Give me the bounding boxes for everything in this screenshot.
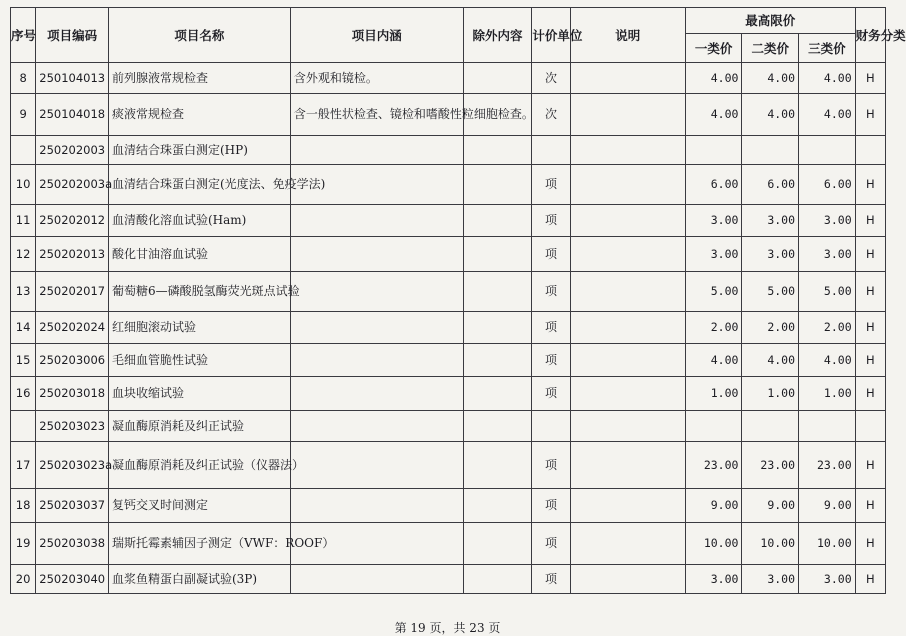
cell-price2: 23.00 bbox=[742, 442, 799, 489]
cell-excluded bbox=[463, 272, 532, 312]
cell-unit: 次 bbox=[532, 94, 570, 136]
header-price2: 二类价 bbox=[742, 34, 799, 63]
cell-price2: 4.00 bbox=[742, 63, 799, 94]
cell-price3: 1.00 bbox=[799, 377, 856, 411]
cell-content bbox=[290, 272, 463, 312]
cell-category: H bbox=[855, 489, 885, 523]
table-row bbox=[11, 411, 886, 442]
table-row bbox=[11, 523, 886, 565]
cell-category: H bbox=[855, 377, 885, 411]
cell-code: 250203040 bbox=[36, 565, 109, 594]
cell-price3: 10.00 bbox=[799, 523, 856, 565]
cell-unit: 项 bbox=[532, 489, 570, 523]
cell-price1: 1.00 bbox=[685, 377, 742, 411]
cell-price1: 9.00 bbox=[685, 489, 742, 523]
cell-unit: 项 bbox=[532, 165, 570, 205]
cell-price2 bbox=[742, 136, 799, 165]
header-name: 项目名称 bbox=[108, 8, 290, 63]
cell-name: 凝血酶原消耗及纠正试验（仪器法） bbox=[108, 442, 290, 489]
cell-unit: 项 bbox=[532, 344, 570, 377]
table-row bbox=[11, 442, 886, 489]
cell-category: H bbox=[855, 63, 885, 94]
cell-price2 bbox=[742, 411, 799, 442]
cell-content bbox=[290, 205, 463, 237]
header-excluded: 除外内容 bbox=[463, 8, 532, 63]
cell-note bbox=[570, 237, 685, 272]
cell-unit: 项 bbox=[532, 565, 570, 594]
cell-seq: 18 bbox=[11, 489, 36, 523]
table-row bbox=[11, 377, 886, 411]
cell-code: 250104018 bbox=[36, 94, 109, 136]
cell-category: H bbox=[855, 237, 885, 272]
cell-note bbox=[570, 63, 685, 94]
cell-content bbox=[290, 344, 463, 377]
cell-category: H bbox=[855, 272, 885, 312]
cell-unit bbox=[532, 411, 570, 442]
cell-price1: 5.00 bbox=[685, 272, 742, 312]
cell-code: 250104013 bbox=[36, 63, 109, 94]
cell-code: 250203023a bbox=[36, 442, 109, 489]
cell-name: 毛细血管脆性试验 bbox=[108, 344, 290, 377]
table-row bbox=[11, 489, 886, 523]
cell-note bbox=[570, 272, 685, 312]
cell-content bbox=[290, 237, 463, 272]
cell-price2: 1.00 bbox=[742, 377, 799, 411]
cell-name: 复钙交叉时间测定 bbox=[108, 489, 290, 523]
cell-category: H bbox=[855, 165, 885, 205]
cell-note bbox=[570, 377, 685, 411]
cell-seq: 10 bbox=[11, 165, 36, 205]
cell-price2: 3.00 bbox=[742, 205, 799, 237]
cell-price1: 10.00 bbox=[685, 523, 742, 565]
cell-content bbox=[290, 442, 463, 489]
cell-seq: 8 bbox=[11, 63, 36, 94]
cell-code: 250203006 bbox=[36, 344, 109, 377]
cell-price3: 3.00 bbox=[799, 565, 856, 594]
cell-content bbox=[290, 312, 463, 344]
cell-seq: 12 bbox=[11, 237, 36, 272]
cell-price2: 4.00 bbox=[742, 344, 799, 377]
cell-excluded bbox=[463, 377, 532, 411]
cell-price1: 6.00 bbox=[685, 165, 742, 205]
table-row bbox=[11, 205, 886, 237]
cell-name: 血清酸化溶血试验(Ham) bbox=[108, 205, 290, 237]
cell-price2: 9.00 bbox=[742, 489, 799, 523]
cell-price2: 5.00 bbox=[742, 272, 799, 312]
cell-name: 血清结合珠蛋白测定(光度法、免疫学法) bbox=[108, 165, 290, 205]
cell-name: 凝血酶原消耗及纠正试验 bbox=[108, 411, 290, 442]
table-row bbox=[11, 565, 886, 594]
cell-price1: 4.00 bbox=[685, 63, 742, 94]
cell-code: 250203037 bbox=[36, 489, 109, 523]
cell-price2: 4.00 bbox=[742, 94, 799, 136]
cell-note bbox=[570, 136, 685, 165]
cell-excluded bbox=[463, 489, 532, 523]
cell-code: 250203038 bbox=[36, 523, 109, 565]
cell-unit: 项 bbox=[532, 523, 570, 565]
cell-code: 250202012 bbox=[36, 205, 109, 237]
cell-price3: 2.00 bbox=[799, 312, 856, 344]
table-row bbox=[11, 237, 886, 272]
header-seq: 序号 bbox=[11, 8, 36, 63]
cell-unit: 项 bbox=[532, 205, 570, 237]
cell-unit: 项 bbox=[532, 237, 570, 272]
cell-category: H bbox=[855, 94, 885, 136]
cell-price1 bbox=[685, 411, 742, 442]
cell-name: 红细胞滚动试验 bbox=[108, 312, 290, 344]
cell-category: H bbox=[855, 523, 885, 565]
cell-note bbox=[570, 565, 685, 594]
cell-code: 250202003a bbox=[36, 165, 109, 205]
cell-price2: 10.00 bbox=[742, 523, 799, 565]
cell-category bbox=[855, 136, 885, 165]
cell-excluded bbox=[463, 411, 532, 442]
cell-code: 250202003 bbox=[36, 136, 109, 165]
cell-price3: 23.00 bbox=[799, 442, 856, 489]
table-row bbox=[11, 94, 886, 136]
cell-price3 bbox=[799, 411, 856, 442]
cell-price3: 6.00 bbox=[799, 165, 856, 205]
header-category: 财务分类 bbox=[855, 8, 885, 63]
cell-excluded bbox=[463, 344, 532, 377]
cell-price3: 4.00 bbox=[799, 94, 856, 136]
cell-seq: 19 bbox=[11, 523, 36, 565]
cell-seq: 9 bbox=[11, 94, 36, 136]
cell-price2: 2.00 bbox=[742, 312, 799, 344]
cell-content bbox=[290, 377, 463, 411]
cell-price3: 9.00 bbox=[799, 489, 856, 523]
header-note: 说明 bbox=[570, 8, 685, 63]
cell-code: 250203023 bbox=[36, 411, 109, 442]
cell-code: 250203018 bbox=[36, 377, 109, 411]
table-body bbox=[11, 63, 886, 594]
cell-price1: 3.00 bbox=[685, 205, 742, 237]
cell-price1: 2.00 bbox=[685, 312, 742, 344]
cell-code: 250202024 bbox=[36, 312, 109, 344]
header-price3: 三类价 bbox=[799, 34, 856, 63]
table-row bbox=[11, 63, 886, 94]
cell-name: 葡萄糖6—磷酸脱氢酶荧光斑点试验 bbox=[108, 272, 290, 312]
cell-price1 bbox=[685, 136, 742, 165]
cell-note bbox=[570, 344, 685, 377]
cell-unit: 次 bbox=[532, 63, 570, 94]
header-price1: 一类价 bbox=[685, 34, 742, 63]
cell-seq: 16 bbox=[11, 377, 36, 411]
cell-price3: 3.00 bbox=[799, 205, 856, 237]
cell-name: 血清结合珠蛋白测定(HP) bbox=[108, 136, 290, 165]
cell-content: 含一般性状检查、镜检和嗜酸性粒细胞检查。 bbox=[290, 94, 463, 136]
cell-seq: 14 bbox=[11, 312, 36, 344]
header-content: 项目内涵 bbox=[290, 8, 463, 63]
cell-content: 含外观和镜检。 bbox=[290, 63, 463, 94]
cell-name: 前列腺液常规检查 bbox=[108, 63, 290, 94]
cell-price1: 4.00 bbox=[685, 344, 742, 377]
cell-excluded bbox=[463, 165, 532, 205]
cell-content bbox=[290, 489, 463, 523]
cell-note bbox=[570, 523, 685, 565]
table-row bbox=[11, 312, 886, 344]
cell-excluded bbox=[463, 442, 532, 489]
cell-category: H bbox=[855, 565, 885, 594]
cell-price3: 4.00 bbox=[799, 344, 856, 377]
cell-content bbox=[290, 136, 463, 165]
cell-seq: 11 bbox=[11, 205, 36, 237]
cell-seq bbox=[11, 411, 36, 442]
table-row bbox=[11, 272, 886, 312]
cell-category bbox=[855, 411, 885, 442]
cell-content bbox=[290, 411, 463, 442]
cell-seq: 15 bbox=[11, 344, 36, 377]
cell-price1: 4.00 bbox=[685, 94, 742, 136]
cell-excluded bbox=[463, 237, 532, 272]
cell-price2: 6.00 bbox=[742, 165, 799, 205]
cell-excluded bbox=[463, 205, 532, 237]
cell-content bbox=[290, 565, 463, 594]
cell-excluded bbox=[463, 565, 532, 594]
cell-unit: 项 bbox=[532, 377, 570, 411]
cell-note bbox=[570, 489, 685, 523]
cell-note bbox=[570, 312, 685, 344]
cell-seq: 13 bbox=[11, 272, 36, 312]
header-code: 项目编码 bbox=[36, 8, 109, 63]
cell-price3: 4.00 bbox=[799, 63, 856, 94]
cell-price1: 3.00 bbox=[685, 565, 742, 594]
cell-excluded bbox=[463, 523, 532, 565]
cell-note bbox=[570, 411, 685, 442]
cell-note bbox=[570, 205, 685, 237]
cell-name: 瑞斯托霉素辅因子测定（VWF：ROOF） bbox=[108, 523, 290, 565]
cell-excluded bbox=[463, 63, 532, 94]
cell-note bbox=[570, 442, 685, 489]
cell-category: H bbox=[855, 205, 885, 237]
cell-unit: 项 bbox=[532, 442, 570, 489]
cell-name: 血块收缩试验 bbox=[108, 377, 290, 411]
table-row bbox=[11, 136, 886, 165]
cell-code: 250202017 bbox=[36, 272, 109, 312]
cell-seq: 20 bbox=[11, 565, 36, 594]
table-row bbox=[11, 344, 886, 377]
page-footer: 第 19 页，共 23 页 bbox=[394, 621, 501, 635]
cell-excluded bbox=[463, 136, 532, 165]
fee-table bbox=[10, 7, 906, 594]
cell-category: H bbox=[855, 344, 885, 377]
cell-price1: 23.00 bbox=[685, 442, 742, 489]
cell-price2: 3.00 bbox=[742, 565, 799, 594]
cell-name: 痰液常规检查 bbox=[108, 94, 290, 136]
cell-unit: 项 bbox=[532, 312, 570, 344]
cell-seq bbox=[11, 136, 36, 165]
cell-price1: 3.00 bbox=[685, 237, 742, 272]
cell-name: 酸化甘油溶血试验 bbox=[108, 237, 290, 272]
cell-price2: 3.00 bbox=[742, 237, 799, 272]
cell-seq: 17 bbox=[11, 442, 36, 489]
cell-price3 bbox=[799, 136, 856, 165]
table-row bbox=[11, 165, 886, 205]
cell-note bbox=[570, 94, 685, 136]
cell-code: 250202013 bbox=[36, 237, 109, 272]
cell-note bbox=[570, 165, 685, 205]
cell-name: 血浆鱼精蛋白副凝试验(3P) bbox=[108, 565, 290, 594]
cell-price3: 5.00 bbox=[799, 272, 856, 312]
cell-category: H bbox=[855, 312, 885, 344]
cell-unit bbox=[532, 136, 570, 165]
cell-price3: 3.00 bbox=[799, 237, 856, 272]
cell-category: H bbox=[855, 442, 885, 489]
header-max-price: 最高限价 bbox=[685, 8, 855, 34]
header-unit: 计价单位 bbox=[532, 8, 570, 63]
cell-excluded bbox=[463, 312, 532, 344]
cell-unit: 项 bbox=[532, 272, 570, 312]
